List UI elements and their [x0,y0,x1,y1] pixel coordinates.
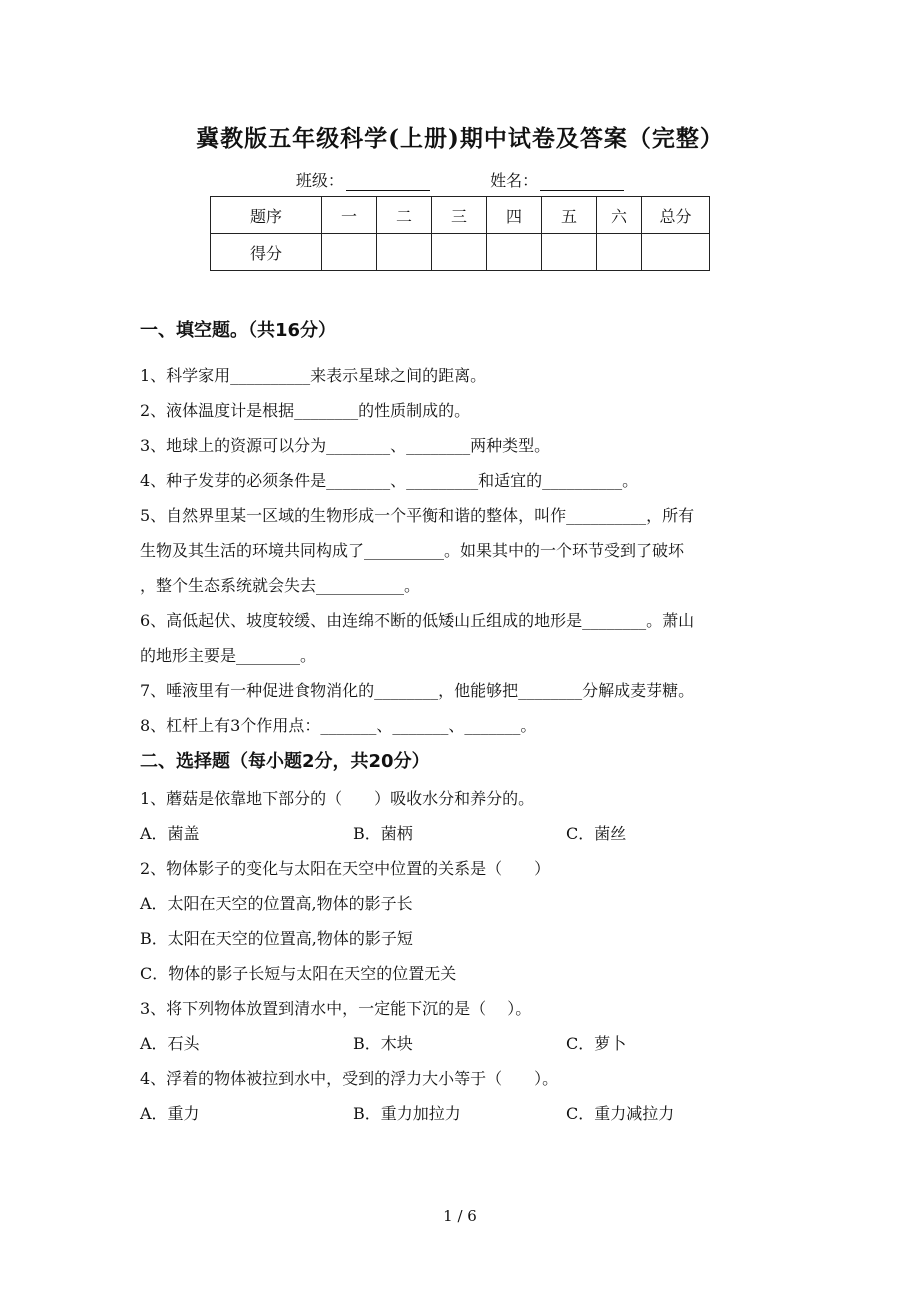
option: A．石头 [140,1034,200,1053]
name-blank [540,174,624,191]
score-cell [432,234,487,271]
score-cell [642,234,710,271]
header-cell: 二 [377,197,432,234]
question-line: 3、地球上的资源可以分为________、________两种类型。 [140,436,551,455]
option: B．木块 [353,1034,413,1053]
option: A．重力 [140,1104,200,1123]
header-cell: 五 [542,197,597,234]
header-cell: 总分 [642,197,710,234]
student-info [0,168,920,191]
option: C．重力减拉力 [566,1104,675,1123]
question-line: 生物及其生活的环境共同构成了__________。如果其中的一个环节受到了破坏 [140,541,685,560]
question-line: 2、物体影子的变化与太阳在天空中位置的关系是（ ） [140,859,551,878]
option: B．太阳在天空的位置高,物体的影子短 [140,929,413,948]
class-label: 班级： [295,171,344,190]
question-line: 4、浮着的物体被拉到水中，受到的浮力大小等于（ ）。 [140,1069,559,1088]
question-line: 8、杠杆上有3个作用点：_______、_______、_______。 [140,716,537,735]
score-cell [487,234,542,271]
score-cell [597,234,642,271]
class-blank [346,174,430,191]
question-line: 2、液体温度计是根据________的性质制成的。 [140,401,471,420]
score-cell [377,234,432,271]
question-line: 5、自然界里某一区域的生物形成一个平衡和谐的整体，叫作__________，所有 [140,506,695,525]
header-cell: 六 [597,197,642,234]
score-table [210,196,710,271]
exam-content [140,316,790,1131]
option: B．重力加拉力 [353,1104,461,1123]
option: A．太阳在天空的位置高,物体的影子长 [140,894,413,913]
option: A．菌盖 [140,824,200,843]
options-row [140,1096,790,1131]
score-table-score-row [211,234,710,271]
section-title: 二、选择题（每小题2分，共20分） [140,751,430,772]
option: C．物体的影子长短与太阳在天空的位置无关 [140,964,457,983]
option: B．菌柄 [353,824,413,843]
row-label-cell: 得分 [211,234,322,271]
page-title: 冀教版五年级科学(上册)期中试卷及答案（完整） [196,125,724,152]
question-line: 7、唾液里有一种促进食物消化的________，他能够把________分解成麦芽糖。 [140,681,695,700]
name-label: 姓名： [490,171,539,190]
section-title: 一、填空题。（共16分） [140,320,337,341]
page-number: 1 / 6 [443,1207,477,1225]
question-line: 4、种子发芽的必须条件是________、_________和适宜的__________。 [140,471,639,490]
score-table-header-row [211,197,710,234]
score-cell [542,234,597,271]
question-line: 1、科学家用__________来表示星球之间的距离。 [140,366,487,385]
question-line: 3、将下列物体放置到清水中，一定能下沉的是（ ）。 [140,999,532,1018]
question-line: 6、高低起伏、坡度较缓、由连绵不断的低矮山丘组成的地形是________。萧山 [140,611,695,630]
score-cell [322,234,377,271]
options-row [140,1026,790,1061]
header-cell: 三 [432,197,487,234]
header-cell: 四 [487,197,542,234]
option: C．菌丝 [566,824,627,843]
question-line: ，整个生态系统就会失去___________。 [140,576,421,595]
question-line: 的地形主要是________。 [140,646,317,665]
option: C．萝卜 [566,1034,627,1053]
options-row [140,816,790,851]
question-line: 1、蘑菇是依靠地下部分的（ ）吸收水分和养分的。 [140,789,535,808]
header-cell: 题序 [211,197,322,234]
header-cell: 一 [322,197,377,234]
